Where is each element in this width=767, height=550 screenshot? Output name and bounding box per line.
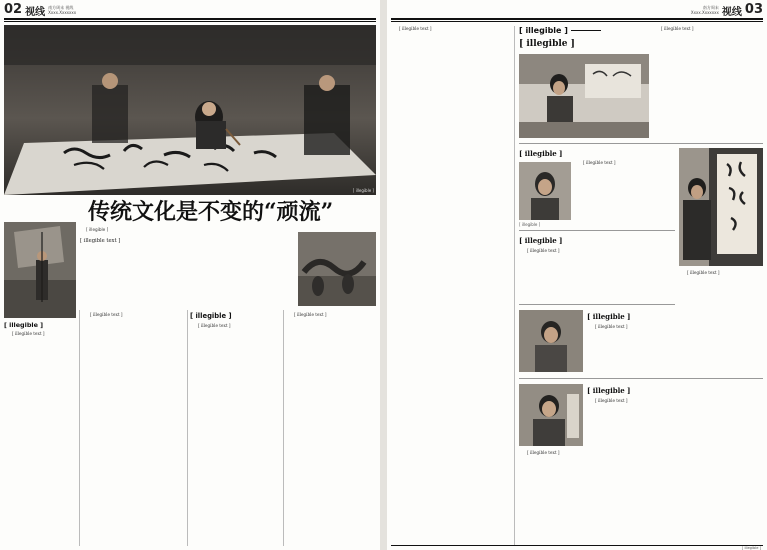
section-rule	[519, 378, 763, 379]
profile-1-paragraph: [ illegible text ]	[583, 160, 616, 165]
right-page	[387, 0, 767, 550]
header-meta-line: 南方周末	[702, 5, 719, 10]
header-rule	[391, 18, 763, 20]
left-page-header	[4, 2, 76, 18]
mid-story-paragraph: [ illegible text ]	[90, 312, 123, 317]
header-meta-line: Xxxx.Xxxxxxx	[48, 10, 77, 15]
left-story-body	[4, 331, 76, 545]
column-rule	[79, 310, 80, 546]
mid-story-body	[82, 312, 184, 545]
top-story-paragraph: [ illegible text ]	[399, 26, 432, 31]
profile-4-photo-image	[519, 384, 583, 446]
header-meta-line: Xxxx.Xxxxxxx	[690, 10, 719, 15]
right-story-body	[190, 323, 280, 545]
section-rule	[519, 230, 675, 231]
dragon-photo-image	[298, 232, 376, 306]
lower-center-paragraph: [ illegible text ]	[294, 312, 327, 317]
profile-4-paragraph: [ illegible text ]	[595, 398, 628, 403]
left-story-paragraph: [ illegible text ]	[12, 331, 45, 336]
headline-byline: [ illegible ]	[86, 227, 109, 232]
profile-3-body	[587, 324, 675, 374]
profile-4-photo	[519, 384, 583, 446]
flag-bearer-photo-image	[4, 222, 76, 318]
section-rule	[519, 304, 675, 305]
profile-2-body	[519, 248, 675, 300]
right-page-header	[691, 2, 763, 18]
footer-rule	[391, 545, 763, 546]
scroll-photo	[679, 148, 763, 266]
profile-2-headline: [ illegible ]	[519, 236, 563, 245]
profile-3-paragraph: [ illegible text ]	[595, 324, 628, 329]
profile-2-paragraph: [ illegible text ]	[527, 248, 560, 253]
profile-3-photo	[519, 310, 583, 372]
profile-4-body	[587, 398, 763, 542]
lead-paragraph: [ illegible text ]	[80, 238, 121, 244]
right-story-subhead: [ illegible ]	[190, 312, 232, 320]
flag-bearer-photo	[4, 222, 76, 318]
column-rule	[187, 310, 188, 546]
right-column-body	[679, 270, 763, 410]
header-rule	[4, 18, 376, 20]
page-number: 03	[744, 2, 763, 17]
scroll-photo-image	[679, 148, 763, 266]
header-rule-thin	[391, 21, 763, 22]
column-rule	[514, 26, 515, 545]
sidebar-tag	[519, 26, 601, 35]
right-column-paragraph: [ illegible text ]	[687, 270, 720, 275]
left-story-subhead: [ illegible ]	[4, 321, 44, 329]
page-footer: [ illegible ]	[741, 546, 761, 550]
page-number: 02	[4, 2, 23, 17]
header-meta	[48, 5, 76, 15]
profile-4-headline: [ illegible ]	[587, 386, 631, 395]
left-page	[0, 0, 380, 550]
profile-1-photo-image	[519, 162, 571, 220]
profile-4-body-continued	[519, 450, 583, 542]
header-meta-line: 南方周末 视线	[48, 5, 74, 10]
page-gutter	[380, 0, 387, 550]
sidebar-photo-image	[519, 54, 649, 138]
sidebar-tag-rule	[571, 30, 601, 31]
sidebar-tag-label: [ illegible ]	[519, 26, 568, 35]
profile-3-headline: [ illegible ]	[587, 312, 631, 321]
dragon-photo	[298, 232, 376, 306]
sidebar-headline: [ illegible ]	[519, 39, 575, 49]
section-rule	[519, 143, 763, 144]
profile-1-body	[575, 160, 675, 226]
profile-1-caption: [ illegible ]	[519, 222, 541, 227]
header-rule-thin	[4, 21, 376, 22]
profile-4-paragraph-continued: [ illegible text ]	[527, 450, 560, 455]
profile-1-headline: [ illegible ]	[519, 149, 563, 158]
calligraphy-photo	[4, 25, 376, 195]
sidebar-paragraph: [ illegible text ]	[661, 26, 694, 31]
photo-caption: [ illegible ]	[352, 188, 374, 193]
column-rule	[283, 310, 284, 546]
profile-3-photo-image	[519, 310, 583, 372]
page-headline: 传统文化是不变的“顽流”	[88, 199, 334, 225]
top-story-body	[391, 26, 511, 545]
section-logo: 视线	[721, 6, 742, 18]
section-logo: 视线	[25, 6, 46, 18]
header-meta	[691, 5, 719, 15]
lower-center-body	[286, 312, 376, 545]
right-story-paragraph: [ illegible text ]	[198, 323, 231, 328]
sidebar-photo	[519, 54, 649, 138]
calligraphy-photo-image	[4, 25, 376, 195]
profile-1-photo	[519, 162, 571, 220]
sidebar-body	[653, 26, 763, 138]
